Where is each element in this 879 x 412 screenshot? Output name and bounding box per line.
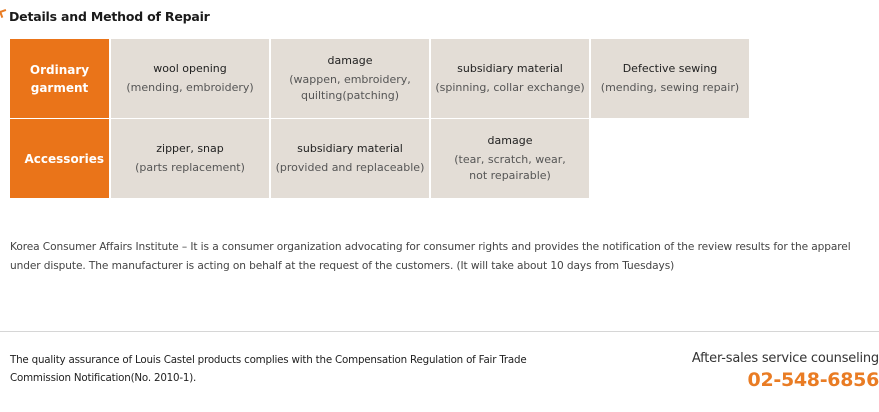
repair-item-title: wool opening — [153, 62, 227, 75]
repair-item-desc: (mending, embroidery) — [126, 81, 254, 94]
repair-item-cell — [111, 119, 269, 198]
repair-item-cell — [111, 39, 269, 118]
section-title-marker-icon — [0, 9, 8, 18]
repair-item-cell — [591, 39, 749, 118]
repair-item-title: damage — [327, 54, 373, 67]
category-label: Ordinary garment — [29, 62, 90, 95]
repair-item-desc: (mending, sewing repair) — [600, 81, 740, 94]
consumer-institute-notice: Korea Consumer Affairs Institute – It is a consumer organization advocating for consumer rights and provides the notification of the review results for the apparel under dispute. The manufacturer is acting on behalf at the request of the customers. (It will take about 10 days from Tuesdays) — [10, 241, 851, 272]
after-sales-phone-number[interactable]: 02-548-6856 — [747, 369, 879, 391]
repair-item-cell — [271, 119, 429, 198]
repair-item-title: damage — [487, 134, 533, 147]
repair-item-desc: (tear, scratch, wear, not repairable) — [454, 153, 566, 182]
repair-item-desc: (spinning, collar exchange) — [435, 81, 585, 94]
repair-item-desc: (provided and replaceable) — [275, 161, 425, 174]
repair-item-title: Defective sewing — [622, 62, 718, 75]
repair-item-desc: (wappen, embroidery, quilting(patching) — [289, 73, 411, 102]
repair-item-cell — [431, 39, 589, 118]
category-label: Accessories — [24, 151, 104, 166]
repair-item-title: subsidiary material — [297, 142, 403, 155]
category-cell-ordinary-garment — [10, 39, 109, 118]
quality-assurance-text: The quality assurance of Louis Castel products complies with the Compensation Regulation of Fair Trade Commission Notification(No. 2010-1). — [10, 354, 527, 384]
repair-item-title: zipper, snap — [156, 142, 224, 155]
section-title: Details and Method of Repair — [9, 9, 210, 24]
after-sales-label: After-sales service counseling — [691, 351, 879, 366]
after-sales-contact — [692, 350, 879, 392]
repair-item-desc: (parts replacement) — [135, 161, 245, 174]
repair-item-cell — [271, 39, 429, 118]
repair-item-title: subsidiary material — [457, 62, 563, 75]
repair-item-cell — [431, 119, 589, 198]
category-cell-accessories — [10, 119, 109, 198]
footer-divider — [0, 331, 879, 332]
